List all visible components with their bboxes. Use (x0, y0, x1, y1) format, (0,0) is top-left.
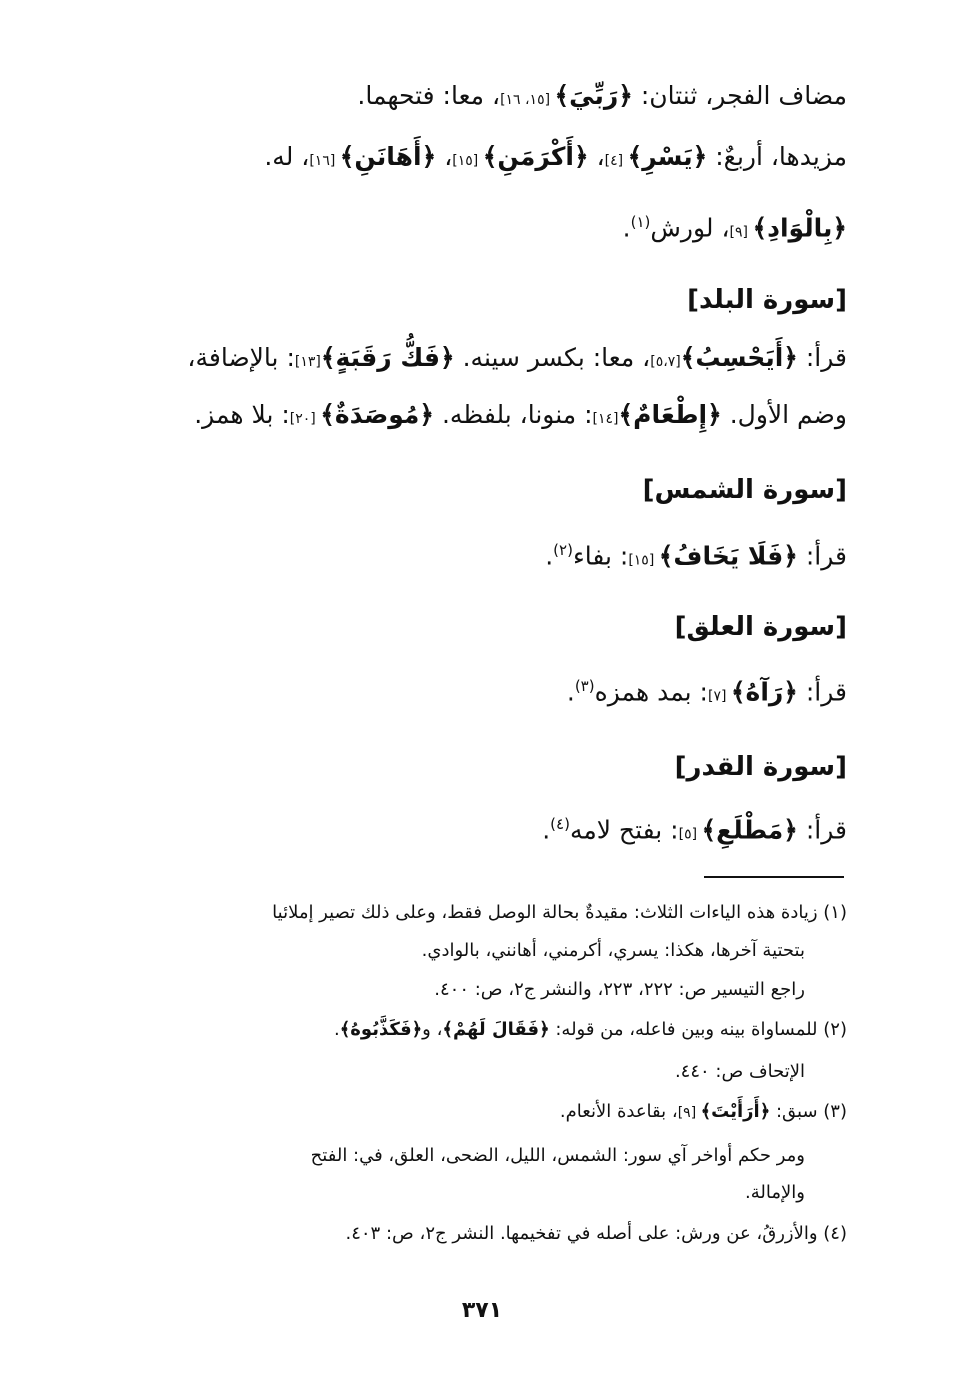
text-line (545, 530, 847, 580)
verse-ref: [١٣] (294, 354, 321, 370)
text: : منونا، بلفظه. (434, 400, 593, 429)
footnote-3-cont: ومر حكم أواخر آي سور: الشمس، الليل، الضحى، العلق، في: الفتح (310, 1145, 805, 1166)
verse-ref: [١٥] (628, 552, 659, 569)
footnote-marker: (٢) (553, 541, 573, 559)
footnote-4: (٤) والأزرقُ، عن ورش: على أصله في تفخيمها. النشر ج٢، ص: ٤٠٣. (345, 1223, 847, 1244)
footnote-marker: (١) (630, 213, 651, 231)
text-line (264, 137, 847, 181)
text: : بمد همزه (594, 677, 708, 707)
quran-word: ﴿أَهَانَنِ﴾ (339, 142, 437, 171)
verse-ref: [١٥] (452, 153, 483, 169)
quran-word: ﴿رَآهُ﴾ (730, 677, 798, 707)
text: ، و (422, 1019, 443, 1040)
footnote-3-cont2: والإمالة. (745, 1182, 805, 1203)
verse-ref: [١٤] (592, 411, 619, 427)
text: (٣) سبق: (770, 1101, 847, 1122)
verse-ref: [١٦] (309, 153, 340, 169)
text-line (194, 395, 847, 439)
quran-word: ﴿يَسْرِ﴾ (627, 142, 708, 171)
quran-word: ﴿أَيَحْسِبُ﴾ (680, 343, 798, 372)
text: : بفتح لامه (569, 815, 679, 845)
text: ، بقاعدة الأنعام. (559, 1101, 678, 1122)
text-line (623, 202, 847, 252)
verse-ref: [٩] (729, 224, 753, 241)
page-number: ٣٧١ (461, 1298, 503, 1323)
section-heading-qadr: [سورة القدر] (674, 752, 847, 782)
verse-ref: [٥،٧] (650, 354, 681, 370)
text: قرأ: (797, 677, 847, 707)
text: : بفاء (572, 541, 629, 571)
text: . (334, 1019, 340, 1040)
footnote-marker: (٤) (550, 815, 570, 833)
text: مزيدها، أربعٌ: (707, 142, 847, 171)
footnote-separator (704, 876, 844, 878)
quran-word: ﴿فَكُّ رَقَبَةٍ﴾ (320, 343, 455, 372)
text: ، له. (264, 142, 310, 171)
quran-word: ﴿فَكَذَّبُوهُ﴾ (339, 1019, 423, 1040)
quran-word: ﴿أَكْرَمَنِ﴾ (482, 142, 589, 171)
text: : بالإضافة، (187, 343, 295, 372)
text-line (567, 666, 847, 716)
quran-word: ﴿مَطْلَعِ﴾ (701, 815, 798, 845)
quran-word: ﴿فَقَالَ لَهُمْ﴾ (442, 1019, 550, 1040)
footnote-1-source: راجع التيسير ص: ٢٢٢، ٢٢٣، والنشر ج٢، ص: ٤٠٠. (434, 979, 805, 1000)
text: ، (436, 142, 453, 171)
text: (٢) للمساواة بينه وبين فاعله، من قوله: (549, 1019, 847, 1040)
verse-ref: [٥] (678, 826, 702, 843)
section-heading-balad: [سورة البلد] (687, 285, 847, 315)
footnote-2-source: الإتحاف ص: ٤٤٠. (674, 1061, 805, 1082)
footnote-3 (560, 1097, 847, 1128)
text: مضاف الفجر، ثنتان: (632, 81, 847, 110)
text-line (187, 338, 847, 382)
text-line (542, 804, 847, 854)
text: ، (588, 142, 605, 171)
text: . (542, 815, 551, 845)
quran-word: ﴿مُوصَدَةٌ﴾ (320, 400, 435, 429)
text: قرأ: (797, 815, 847, 845)
text: وضم الأول. (721, 400, 847, 429)
verse-ref: [٩] (677, 1105, 701, 1121)
text: : بلا همز. (194, 400, 290, 429)
quran-word: ﴿إِطْعَامٌ﴾ (618, 400, 722, 429)
text: ، معا: فتحهما. (357, 81, 501, 110)
verse-ref: [٢٠] (289, 411, 321, 427)
text: ، لورش (650, 213, 730, 243)
quran-word: ﴿بِالْوَادِ﴾ (752, 213, 847, 243)
footnote-2 (334, 1015, 847, 1045)
quran-word: ﴿أَرَأَيْتَ﴾ (700, 1101, 771, 1122)
footnote-1: (١) زيادة هذه الياءات الثلاث: مقيدةٌ بحالة الوصل فقط، وعلى ذلك تصير إملائيا (272, 902, 847, 923)
text: . (545, 541, 554, 571)
verse-ref: [٤] (604, 153, 628, 169)
section-heading-alaq: [سورة العلق] (674, 612, 847, 642)
footnote-marker: (٣) (574, 677, 595, 695)
section-heading-shams: [سورة الشمس] (642, 475, 847, 505)
text: قرأ: (797, 343, 847, 372)
footnote-1-cont: بتحتية آخرها، هكذا: يسري، أكرمني، أهانني، بالوادي. (421, 940, 805, 961)
verse-ref: [١٥، ١٦] (500, 92, 555, 108)
text: . (622, 213, 631, 243)
verse-ref: [٧] (707, 688, 731, 705)
text-line (357, 76, 847, 120)
text: ، معا: بكسر سينه. (454, 343, 651, 372)
quran-word: ﴿فَلَا يَخَافُ﴾ (658, 541, 798, 571)
text: . (566, 677, 575, 707)
text: قرأ: (797, 541, 847, 571)
quran-word: ﴿رَبِّيَ﴾ (554, 81, 633, 110)
